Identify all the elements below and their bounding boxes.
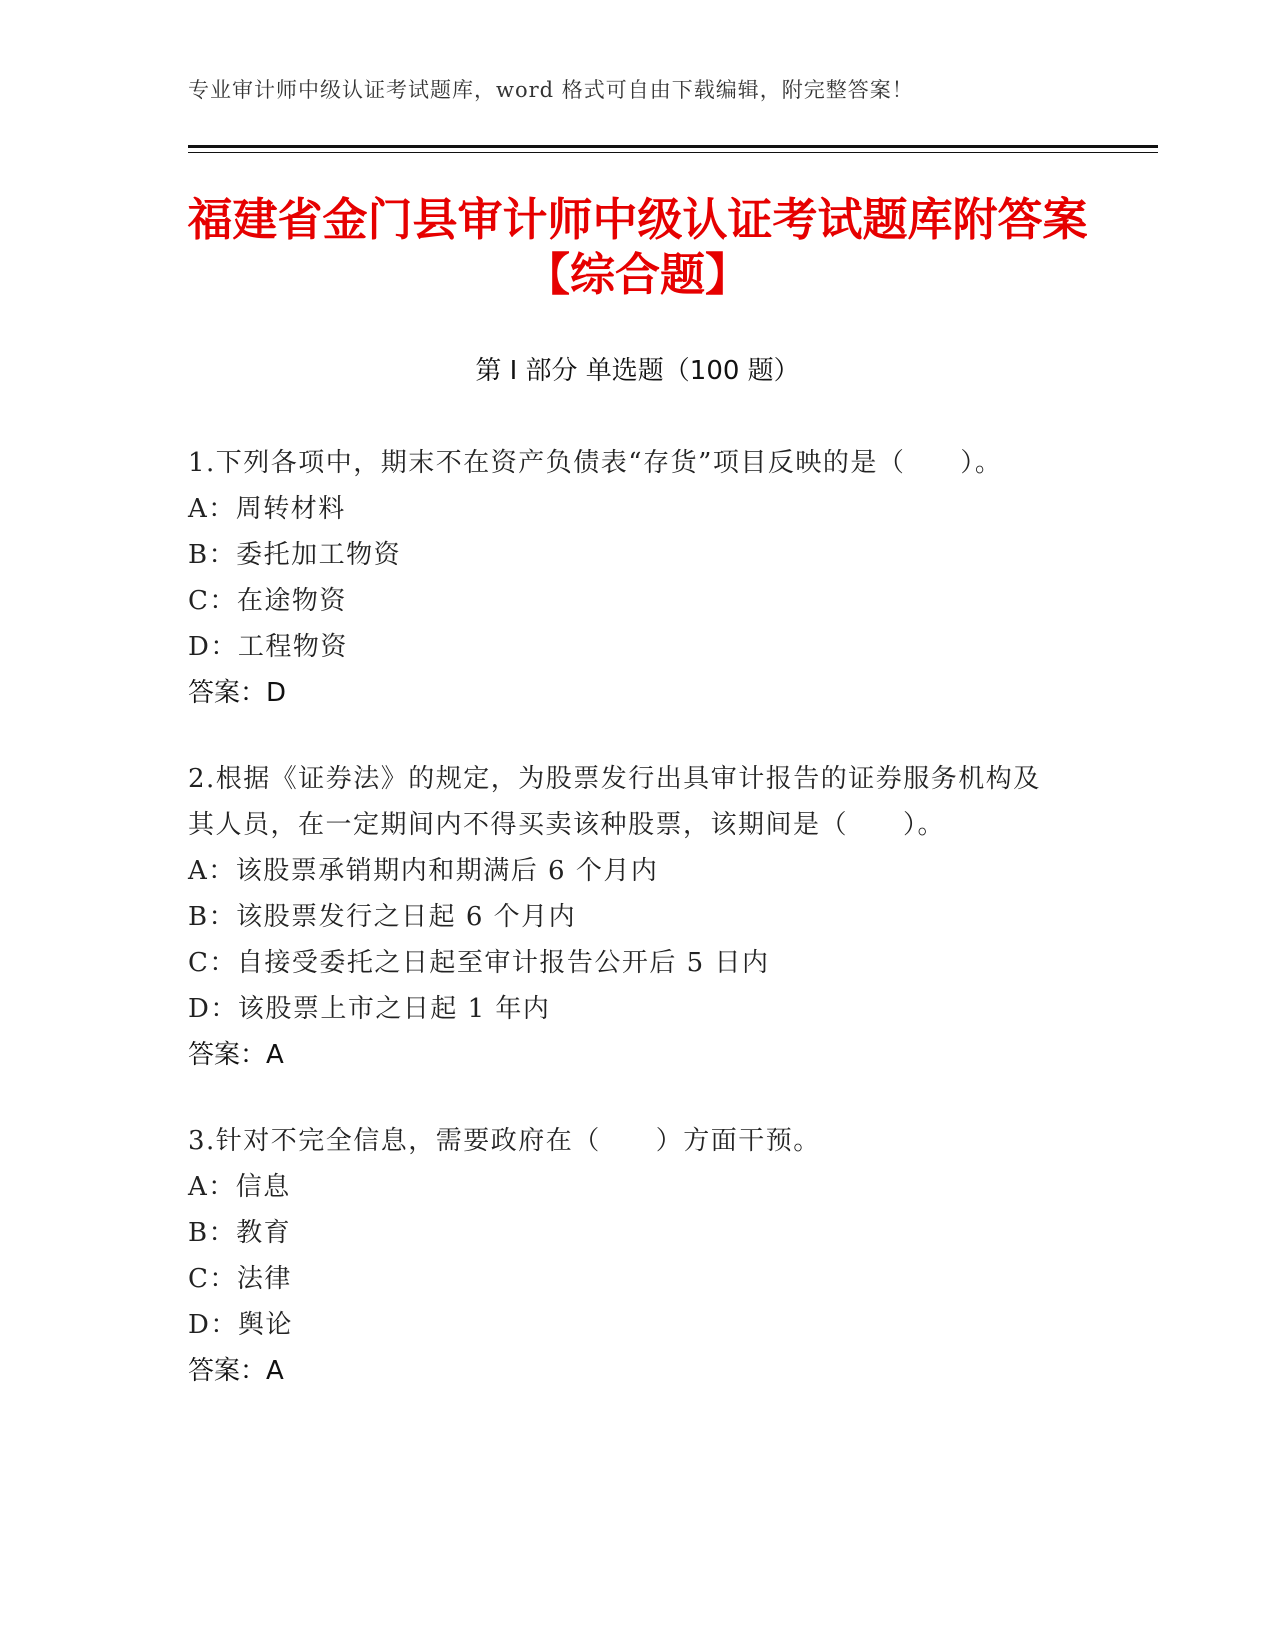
option-d: D：该股票上市之日起 1 年内	[188, 994, 551, 1024]
option-d: D：工程物资	[188, 632, 348, 662]
header-rule-thin	[188, 152, 1158, 153]
option-a: A：该股票承销期内和期满后 6 个月内	[188, 856, 659, 886]
question-stem: 3.针对不完全信息，需要政府在（ ）方面干预。	[188, 1126, 821, 1156]
answer: 答案：A	[188, 1356, 284, 1386]
question-1	[188, 440, 1068, 716]
answer: 答案：D	[188, 678, 287, 708]
question-2	[188, 756, 1068, 1078]
document-title: 福建省金门县审计师中级认证考试题库附答案【综合题】	[187, 193, 1088, 301]
option-d: D：舆论	[188, 1310, 293, 1340]
option-c: C：在途物资	[188, 586, 347, 616]
option-b: B：委托加工物资	[188, 540, 402, 570]
option-c: C：自接受委托之日起至审计报告公开后 5 日内	[188, 948, 770, 978]
section-heading: 第 I 部分 单选题（100 题）	[475, 356, 800, 386]
question-3	[188, 1118, 1068, 1394]
header-rule-thick	[188, 145, 1158, 148]
option-b: B：该股票发行之日起 6 个月内	[188, 902, 577, 932]
question-stem: 1.下列各项中，期末不在资产负债表“存货”项目反映的是（ ）。	[188, 448, 1003, 478]
header-note: 专业审计师中级认证考试题库，word 格式可自由下载编辑，附完整答案！	[188, 78, 914, 102]
option-a: A：周转材料	[188, 494, 346, 524]
answer: 答案：A	[188, 1040, 284, 1070]
question-list	[188, 440, 1068, 1434]
option-c: C：法律	[188, 1264, 292, 1294]
option-b: B：教育	[188, 1218, 292, 1248]
question-stem: 2.根据《证券法》的规定，为股票发行出具审计报告的证券服务机构及其人员，在一定期间内不得买卖该种股票，该期间是（ ）。	[188, 764, 1041, 840]
option-a: A：信息	[188, 1172, 291, 1202]
